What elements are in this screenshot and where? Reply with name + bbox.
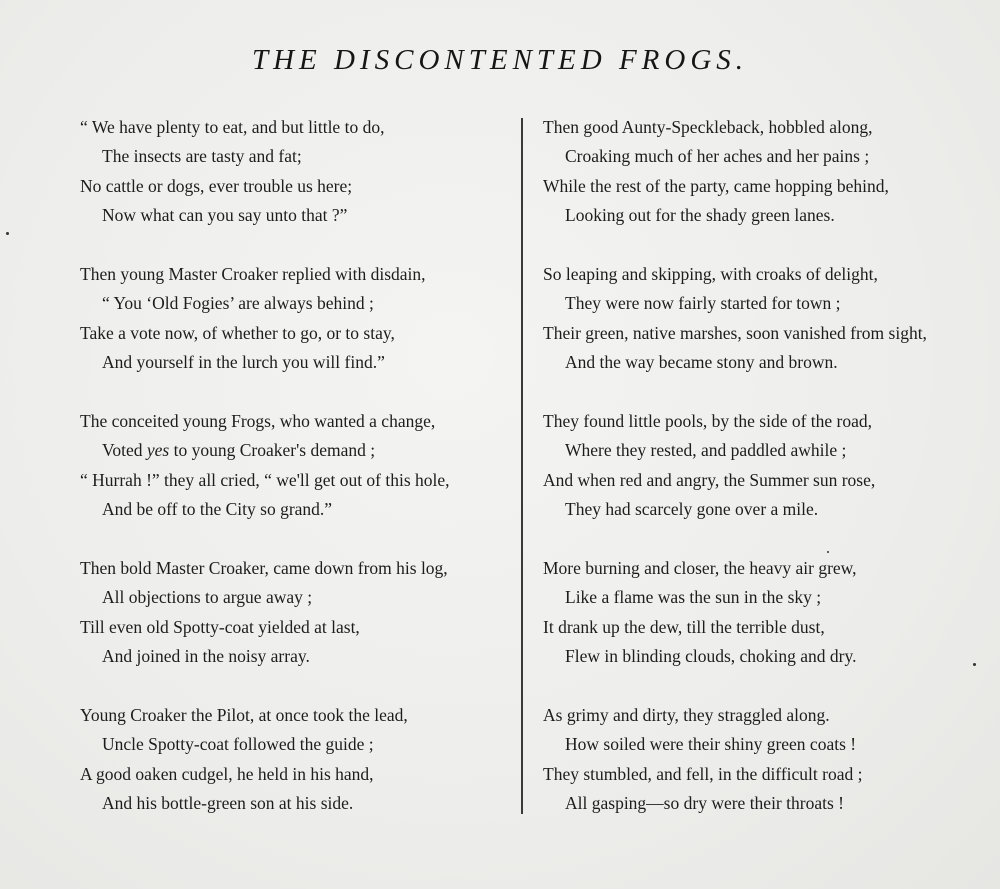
verse-line: Till even old Spotty-coat yielded at last, [80, 616, 360, 637]
verse-line: Take a vote now, of whether to go, or to stay, [80, 322, 395, 343]
stanza [80, 113, 520, 231]
stanza [543, 113, 963, 231]
ink-speck [973, 663, 976, 666]
stanza [80, 701, 520, 819]
verse-line: Now what can you say unto that ?” [102, 205, 348, 226]
verse-line: Then bold Master Croaker, came down from his log, [80, 558, 448, 579]
verse-line: More burning and closer, the heavy air grew, [543, 558, 857, 579]
verse-line: And be off to the City so grand.” [102, 499, 333, 520]
verse-line: Young Croaker the Pilot, at once took the lead, [80, 705, 408, 726]
stanza [543, 407, 963, 525]
verse-line: So leaping and skipping, with croaks of delight, [543, 264, 878, 285]
stanza [543, 260, 963, 378]
right-column [543, 113, 963, 819]
stanza [80, 554, 520, 672]
stanza [80, 407, 520, 525]
verse-line: It drank up the dew, till the terrible dust, [543, 616, 825, 637]
verse-line: And joined in the noisy array. [102, 646, 310, 667]
verse-line: No cattle or dogs, ever trouble us here; [80, 175, 353, 196]
stanza [543, 554, 963, 672]
left-column [80, 113, 520, 819]
verse-line: And his bottle-green son at his side. [102, 793, 354, 814]
verse-line: All objections to argue away ; [102, 587, 313, 608]
verse-line: A good oaken cudgel, he held in his hand, [80, 763, 374, 784]
verse-line: While the rest of the party, came hopping behind, [543, 175, 889, 196]
ink-speck [827, 551, 829, 553]
stanza [543, 701, 963, 819]
verse-line: Like a flame was the sun in the sky ; [565, 587, 822, 608]
verse-line: They were now fairly started for town ; [565, 293, 841, 314]
verse-line: “ We have plenty to eat, and but little to do, [80, 117, 385, 137]
verse-line: How soiled were their shiny green coats ! [565, 734, 857, 755]
verse-line: Voted yes to young Croaker's demand ; [102, 440, 376, 461]
verse-line: They stumbled, and fell, in the difficult road ; [543, 763, 863, 784]
verse-line: The conceited young Frogs, who wanted a change, [80, 411, 436, 432]
verse-line: Their green, native marshes, soon vanished from sight, [543, 322, 927, 343]
verse-line: They had scarcely gone over a mile. [565, 499, 819, 520]
poem-title: THE DISCONTENTED FROGS. [251, 44, 749, 76]
ink-speck [6, 232, 9, 235]
verse-line: And when red and angry, the Summer sun rose, [543, 469, 876, 490]
verse-line: Then young Master Croaker replied with disdain, [80, 264, 426, 285]
stanza [80, 260, 520, 378]
verse-line: Then good Aunty-Speckleback, hobbled along, [543, 117, 873, 137]
verse-line: Uncle Spotty-coat followed the guide ; [102, 734, 374, 755]
verse-line: “ You ‘Old Fogies’ are always behind ; [102, 293, 374, 314]
verse-line: They found little pools, by the side of the road, [543, 411, 873, 432]
verse-line: Looking out for the shady green lanes. [565, 205, 835, 226]
verse-line: All gasping—so dry were their throats ! [565, 793, 844, 814]
verse-line: As grimy and dirty, they straggled along. [543, 705, 830, 726]
verse-line: And yourself in the lurch you will find.” [102, 352, 385, 373]
verse-line: “ Hurrah !” they all cried, “ we'll get out of this hole, [80, 469, 450, 490]
verse-line: Where they rested, and paddled awhile ; [565, 440, 847, 461]
verse-line: The insects are tasty and fat; [102, 146, 302, 167]
verse-line: Croaking much of her aches and her pains ; [565, 146, 870, 167]
verse-line: And the way became stony and brown. [565, 352, 838, 373]
verse-line: Flew in blinding clouds, choking and dry. [565, 646, 857, 667]
column-divider [521, 118, 523, 814]
